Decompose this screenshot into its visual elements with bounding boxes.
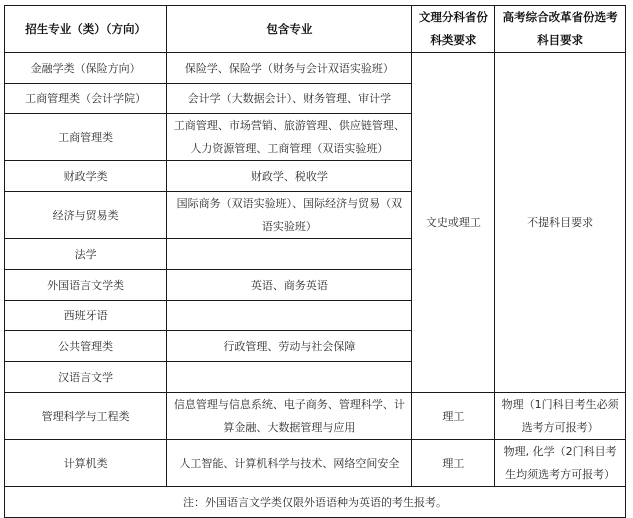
major-cell: 西班牙语	[5, 301, 167, 331]
includes-cell: 人工智能、计算机科学与技术、网络空间安全	[167, 440, 412, 487]
major-cell: 工商管理类	[5, 114, 167, 161]
note-row	[5, 487, 626, 518]
header-includes: 包含专业	[167, 6, 412, 53]
major-cell: 法学	[5, 239, 167, 270]
table-row	[5, 53, 626, 84]
major-cell: 外国语言文学类	[5, 270, 167, 301]
includes-cell: 会计学（大数据会计）、财务管理、审计学	[167, 84, 412, 114]
major-cell: 公共管理类	[5, 331, 167, 362]
header-track: 文理分科省份科类要求	[412, 6, 495, 53]
track-cell: 理工	[412, 393, 495, 440]
header-subjects: 高考综合改革省份选考科目要求	[495, 6, 626, 53]
includes-cell: 保险学、保险学（财务与会计双语实验班）	[167, 53, 412, 84]
track-cell: 理工	[412, 440, 495, 487]
header-major: 招生专业（类）（方向）	[5, 6, 167, 53]
includes-cell: 行政管理、劳动与社会保障	[167, 331, 412, 362]
major-cell: 管理科学与工程类	[5, 393, 167, 440]
major-cell: 计算机类	[5, 440, 167, 487]
table-row	[5, 393, 626, 440]
includes-cell: 财政学、税收学	[167, 161, 412, 192]
track-merged-cell: 文史或理工	[412, 53, 495, 393]
includes-cell	[167, 362, 412, 393]
major-cell: 汉语言文学	[5, 362, 167, 393]
includes-cell	[167, 239, 412, 270]
major-cell: 工商管理类（会计学院）	[5, 84, 167, 114]
major-cell: 经济与贸易类	[5, 192, 167, 239]
header-row	[5, 6, 626, 53]
admissions-table	[4, 5, 626, 518]
includes-cell	[167, 301, 412, 331]
subjects-cell: 物理（1门科目考生必须选考方可报考）	[495, 393, 626, 440]
includes-cell: 英语、商务英语	[167, 270, 412, 301]
table-row	[5, 440, 626, 487]
major-cell: 财政学类	[5, 161, 167, 192]
includes-cell: 工商管理、市场营销、旅游管理、供应链管理、人力资源管理、工商管理（双语实验班）	[167, 114, 412, 161]
major-cell: 金融学类（保险方向）	[5, 53, 167, 84]
includes-cell: 信息管理与信息系统、电子商务、管理科学、计算金融、大数据管理与应用	[167, 393, 412, 440]
includes-cell: 国际商务（双语实验班）、国际经济与贸易（双语实验班）	[167, 192, 412, 239]
table-note: 注：外国语言文学类仅限外语语种为英语的考生报考。	[5, 487, 626, 518]
subjects-merged-cell: 不提科目要求	[495, 53, 626, 393]
subjects-cell: 物理, 化学（2门科目考生均须选考方可报考）	[495, 440, 626, 487]
